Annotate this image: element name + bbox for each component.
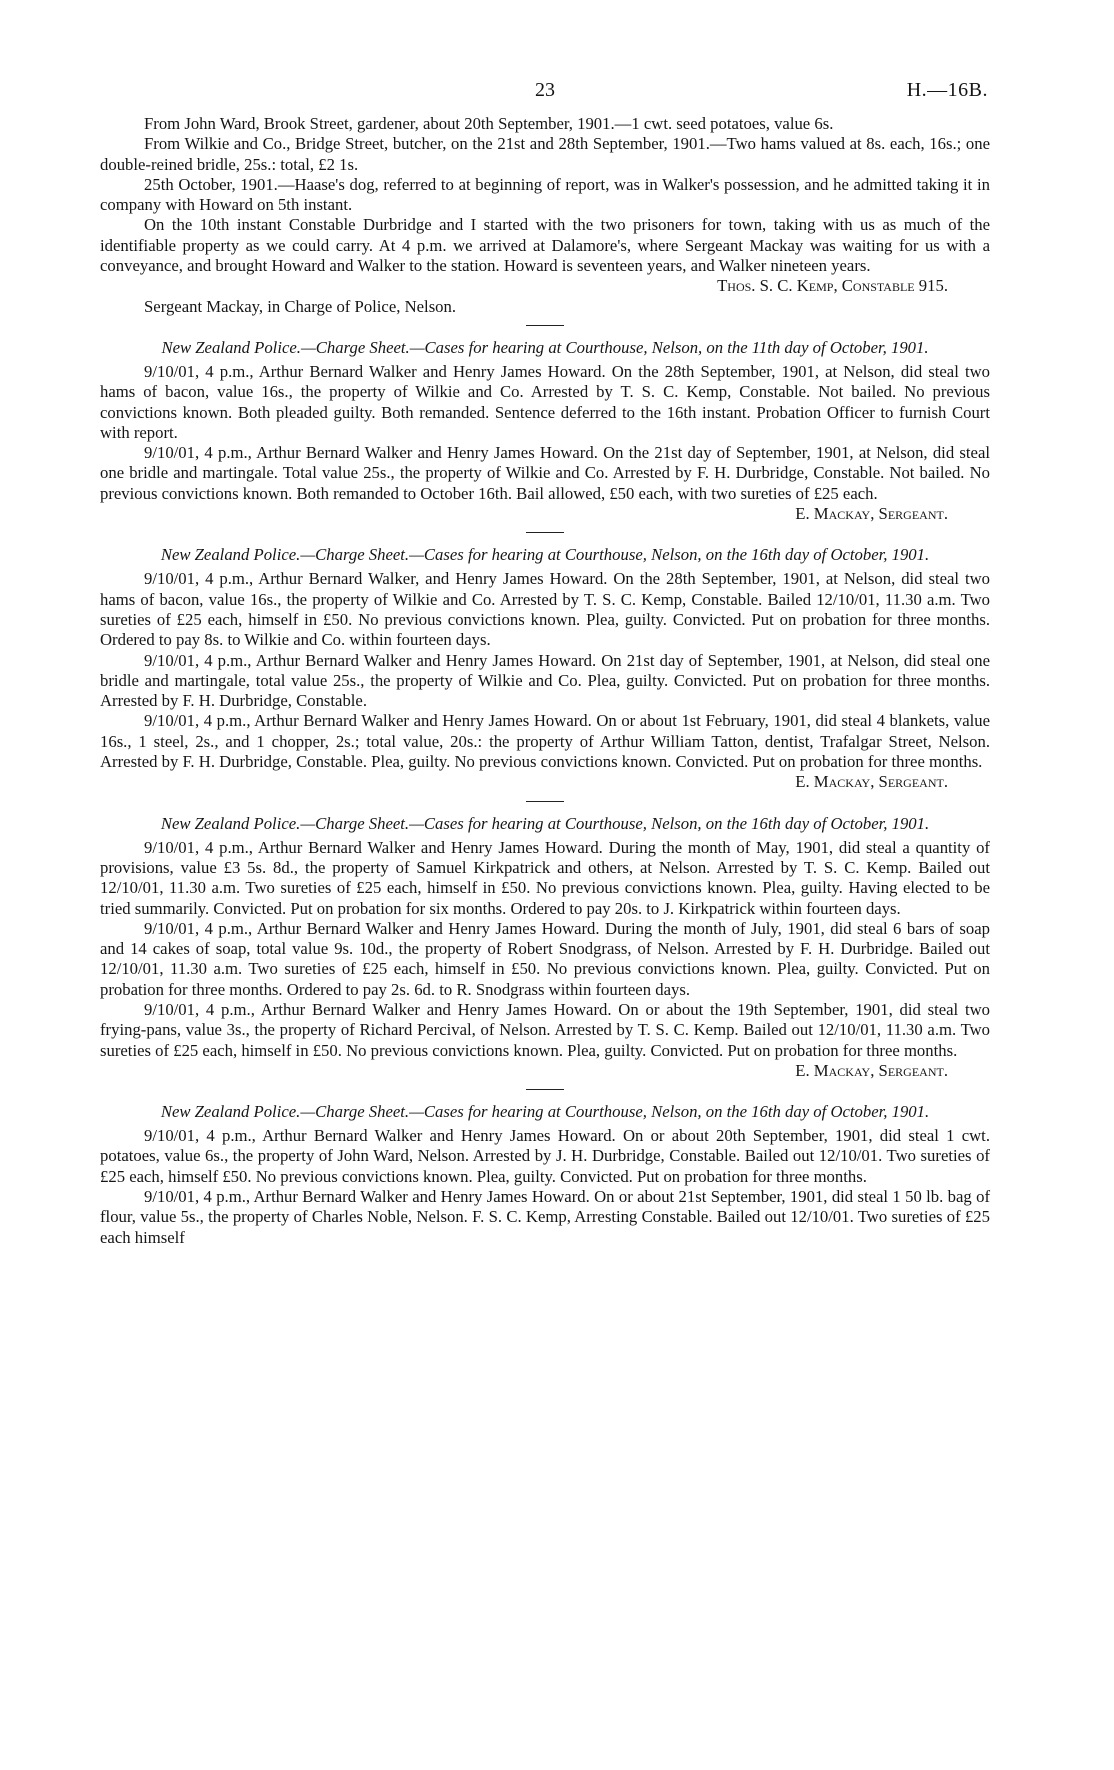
- charge-sheet: [100, 814, 990, 1082]
- report-signature: Thos. S. C. Kemp, Constable 915.: [717, 276, 948, 296]
- document-page: [100, 74, 990, 1248]
- charge-entry: [100, 711, 990, 792]
- report-paragraph: From John Ward, Brook Street, gardener, about 20th September, 1901.—1 cwt. seed potatoes, value 6s.: [144, 114, 834, 133]
- charge-entry-text: 9/10/01, 4 p.m., Arthur Bernard Walker and Henry James Howard. On or about 1st February, 1901, did steal 4 blankets, value 16s., 1 steel, 2s., and 1 chopper, 2s.; total value, 20s.: the property of Arthur William Tatton, dentist, Trafalgar Street, Nelson. Arrested by F. H. Durbridge, Constable. Plea, guilty. No previous convictions known. Convicted. Put on probation for three months.: [100, 711, 990, 772]
- charge-sheet-title: New Zealand Police.—Charge Sheet.—Cases for hearing at Courthouse, Nelson, on the 11th day of October, 1901.: [161, 337, 929, 357]
- sheet-signature: E. Mackay, Sergeant.: [795, 1060, 948, 1080]
- section-divider: [526, 325, 564, 326]
- charge-entry: [100, 1000, 990, 1081]
- charge-sheet-title: New Zealand Police.—Charge Sheet.—Cases for hearing at Courthouse, Nelson, on the 16th day of October, 1901.: [160, 813, 930, 833]
- page-number: 23: [535, 79, 555, 101]
- section-divider: [526, 1089, 564, 1090]
- charge-entry: 9/10/01, 4 p.m., Arthur Bernard Walker and Henry James Howard. On the 21st day of September, 1901, at Nelson, did steal one bridle and martingale. Total value 25s., the property of Wilkie and Co. Arrested by F. H. Durbridge, Constable. Not bailed. No previous convictions known. Both remanded to October 16th. Bail allowed, £50 each, with two sureties of £25 each.: [100, 443, 990, 503]
- charge-entry: 9/10/01, 4 p.m., Arthur Bernard Walker and Henry James Howard. On the 28th September, 1901, at Nelson, did steal two hams of bacon, value 16s., the property of Wilkie and Co. Arrested by T. S. C. Kemp, Constable. Not bailed. No previous convictions known. Both pleaded guilty. Both remanded. Sentence deferred to the 16th instant. Probation Officer to furnish Court with report.: [100, 361, 990, 442]
- section-divider: [526, 532, 564, 533]
- charge-entry: 9/10/01, 4 p.m., Arthur Bernard Walker and Henry James Howard. During the month of May, 1901, did steal a quantity of provisions, value £3 5s. 8d., the property of Samuel Kirkpatrick and others, at Nelson. Arrested by T. S. C. Kemp. Bailed out 12/10/01, 11.30 a.m. Two sureties of £25 each, himself in £50. No previous convictions known. Plea, guilty. Having elected to be tried summarily. Convicted. Put on probation for six months. Ordered to pay 20s. to J. Kirkpatrick within fourteen days.: [100, 837, 990, 918]
- page-header: [100, 74, 990, 114]
- series-reference: H.—16B.: [906, 79, 988, 101]
- report-paragraph: On the 10th instant Constable Durbridge and I started with the two prisoners for town, taking with us as much of the identifiable property as we could carry. At 4 p.m. we arrived at Dalamore's, where Sergeant Mackay was waiting for us with a conveyance, and brought Howard and Walker to the station. Howard is seventeen years, and Walker nineteen years.: [100, 215, 990, 276]
- charge-entry: 9/10/01, 4 p.m., Arthur Bernard Walker and Henry James Howard. On 21st day of September, 1901, at Nelson, did steal one bridle and martingale, total value 25s., the property of Wilkie and Co. Plea, guilty. Convicted. Put on probation for three months. Arrested by F. H. Durbridge, Constable.: [100, 650, 990, 711]
- section-divider: [526, 801, 564, 802]
- sheet-signature: E. Mackay, Sergeant.: [795, 772, 948, 792]
- report-section: [100, 114, 990, 317]
- charge-sheet: [100, 545, 990, 792]
- charge-entry: 9/10/01, 4 p.m., Arthur Bernard Walker and Henry James Howard. On or about 20th September, 1901, did steal 1 cwt. potatoes, value 6s., the property of John Ward, Nelson. Arrested by J. H. Durbridge, Constable. Bailed out 12/10/01. Two sureties of £25 each, himself £50. No previous convictions known. Plea, guilty. Convicted. Put on probation for three months.: [100, 1126, 990, 1186]
- report-paragraph: From Wilkie and Co., Bridge Street, butcher, on the 21st and 28th September, 1901.—Two hams valued at 8s. each, 16s.; one double-reined bridle, 25s.: total, £2 1s.: [100, 134, 990, 174]
- charge-entry-text: 9/10/01, 4 p.m., Arthur Bernard Walker and Henry James Howard. On or about the 19th September, 1901, did steal two frying-pans, value 3s., the property of Richard Percival, of Nelson. Arrested by T. S. C. Kemp. Bailed out 12/10/01, 11.30 a.m. Two sureties of £25 each, himself in £50. No previous convictions known. Plea, guilty. Convicted. Put on probation for three months.: [100, 999, 990, 1060]
- charge-entry: 9/10/01, 4 p.m., Arthur Bernard Walker and Henry James Howard. On or about 21st September, 1901, did steal 1 50 lb. bag of flour, value 5s., the property of Charles Noble, Nelson. F. S. C. Kemp, Arresting Constable. Bailed out 12/10/01. Two sureties of £25 each himself: [100, 1187, 990, 1247]
- charge-sheet: [100, 338, 990, 524]
- report-addressee: Sergeant Mackay, in Charge of Police, Nelson.: [144, 296, 457, 316]
- charge-entry: 9/10/01, 4 p.m., Arthur Bernard Walker, and Henry James Howard. On the 28th September, 1901, at Nelson, did steal two hams of bacon, value 16s., the property of Wilkie and Co. Arrested by T. S. C. Kemp, Constable. Bailed 12/10/01, 11.30 a.m. Two sureties of £25 each, himself in £50. No previous convictions known. Plea, guilty. Convicted. Put on probation for three months. Ordered to pay 8s. to Wilkie and Co. within fourteen days.: [100, 569, 990, 650]
- charge-entry: 9/10/01, 4 p.m., Arthur Bernard Walker and Henry James Howard. During the month of July, 1901, did steal 6 bars of soap and 14 cakes of soap, total value 9s. 10d., the property of Robert Snodgrass, of Nelson. Arrested by F. H. Durbridge. Bailed out 12/10/01, 11.30 a.m. Two sureties of £25 each, himself in £50. No previous convictions known. Plea, guilty. Convicted. Put on probation for three months. Ordered to pay 2s. 6d. to R. Snodgrass within fourteen days.: [100, 918, 990, 999]
- charge-sheet-title: New Zealand Police.—Charge Sheet.—Cases for hearing at Courthouse, Nelson, on the 16th day of October, 1901.: [160, 1102, 930, 1122]
- sheet-signature: E. Mackay, Sergeant.: [795, 504, 948, 524]
- charge-sheet-title: New Zealand Police.—Charge Sheet.—Cases for hearing at Courthouse, Nelson, on the 16th day of October, 1901.: [160, 545, 930, 565]
- charge-sheet: [100, 1102, 990, 1248]
- report-paragraph: 25th October, 1901.—Haase's dog, referred to at beginning of report, was in Walker's possession, and he admitted taking it in company with Howard on 5th instant.: [100, 174, 990, 215]
